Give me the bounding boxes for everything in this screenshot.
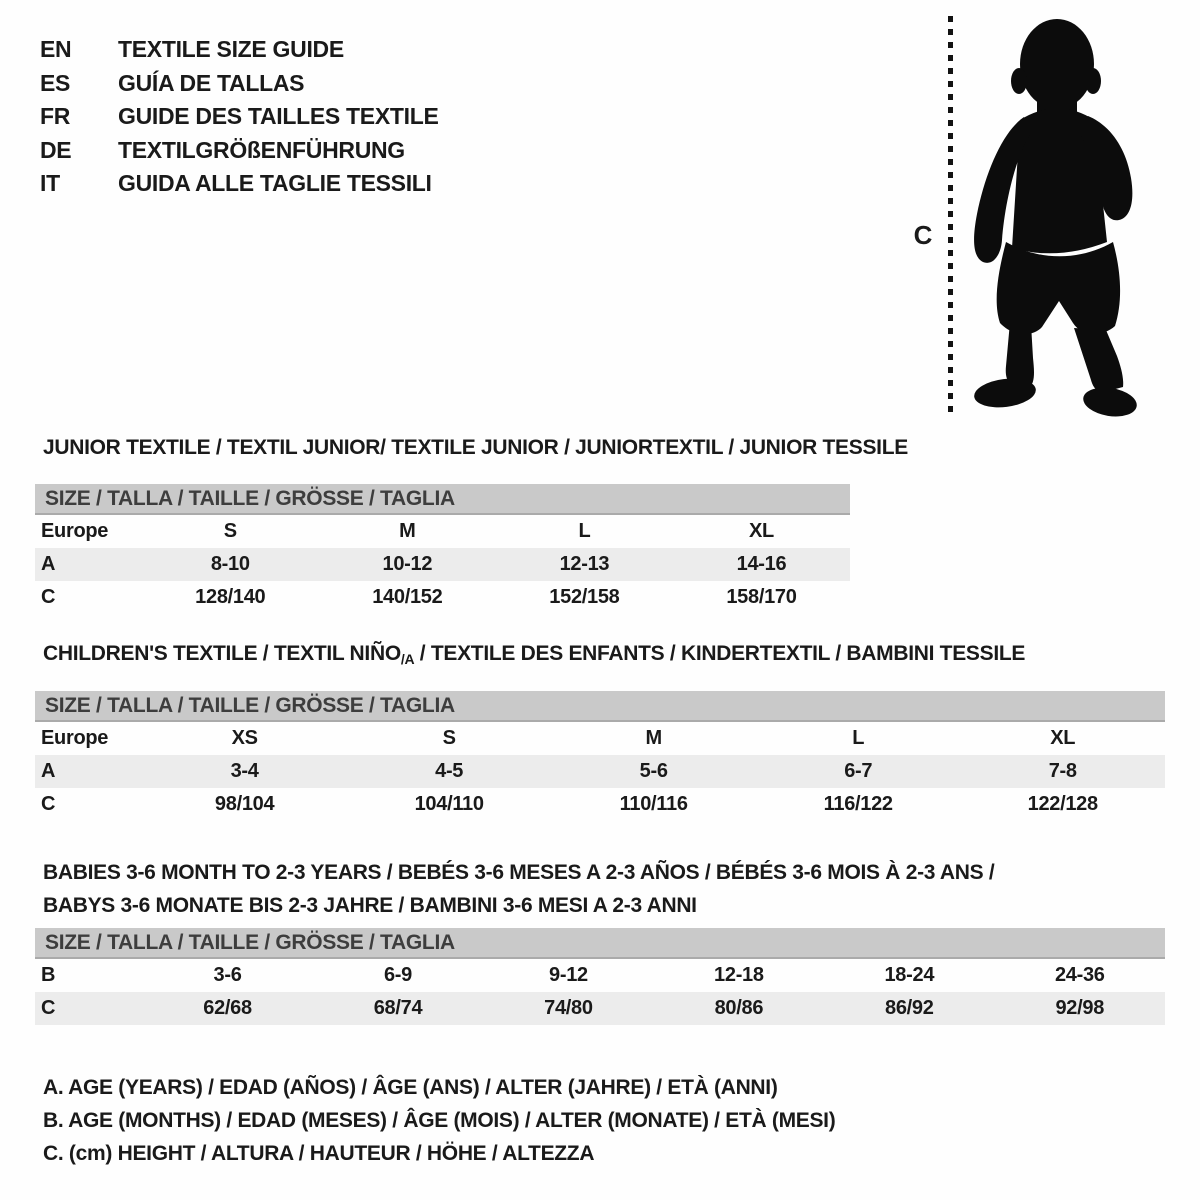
junior-size-table (35, 484, 850, 614)
table-row (35, 958, 1165, 992)
size-header-bar: SIZE / TALLA / TAILLE / GRÖSSE / TAGLIA (35, 928, 1165, 958)
table-row (35, 548, 850, 581)
cell: 110/116 (619, 793, 688, 815)
lang-title: GUÍA DE TALLAS (118, 69, 305, 96)
cell: XL (1050, 727, 1076, 749)
size-header-bar: SIZE / TALLA / TAILLE / GRÖSSE / TAGLIA (35, 484, 850, 514)
lang-code: IT (40, 170, 60, 197)
cell: XL (748, 520, 774, 542)
row-label: A (35, 755, 142, 788)
cell: 98/104 (214, 793, 275, 815)
babies-title-line1: BABIES 3-6 MONTH TO 2-3 YEARS / BEBÉS 3-6 MESES A 2-3 AÑOS / BÉBÉS 3-6 MOIS À 2-3 ANS / (43, 861, 995, 884)
row-label: Europe (41, 520, 109, 542)
cell: 18-24 (884, 964, 935, 986)
lang-title: TEXTILGRÖßENFÜHRUNG (118, 136, 405, 163)
table-row (35, 992, 1165, 1025)
cell: 14-16 (673, 548, 850, 581)
cell: 62/68 (142, 992, 312, 1025)
cell: 140/152 (372, 586, 443, 608)
row-label: C (41, 586, 56, 608)
toddler-silhouette-icon (960, 14, 1145, 420)
babies-size-table (35, 928, 1165, 1025)
cell: 12-18 (714, 964, 764, 986)
row-label: C (41, 793, 56, 815)
cell: 86/92 (824, 992, 994, 1025)
row-label: C (35, 992, 142, 1025)
cell: 3-6 (213, 964, 242, 986)
babies-title-line2: BABYS 3-6 MONATE BIS 2-3 JAHRE / BAMBINI 3-6 MESI A 2-3 ANNI (43, 894, 697, 917)
row-label: B (41, 964, 56, 986)
table-row (35, 755, 1165, 788)
cell: 6-7 (756, 755, 961, 788)
measure-label-c: C (913, 220, 933, 250)
table-row (35, 721, 1165, 755)
cell: 10-12 (319, 548, 496, 581)
children-title-pre: CHILDREN'S TEXTILE / TEXTIL NIÑO (43, 642, 401, 665)
children-title-post: / TEXTILE DES ENFANTS / KINDERTEXTIL / BAMBINI TESSILE (414, 642, 1026, 665)
cell: 4-5 (347, 755, 552, 788)
height-figure (0, 0, 1200, 430)
cell: 80/86 (654, 992, 824, 1025)
cell: 128/140 (195, 586, 266, 608)
cell: L (578, 520, 591, 542)
height-measure-dashed-line (948, 16, 953, 415)
children-section-title (43, 642, 1025, 667)
lang-title: GUIDA ALLE TAGLIE TESSILI (118, 170, 432, 197)
cell: M (645, 727, 662, 749)
cell: 7-8 (960, 755, 1165, 788)
cell: 104/110 (414, 793, 484, 815)
table-row (35, 581, 850, 614)
cell: 8-10 (142, 548, 319, 581)
cell: 116/122 (823, 793, 893, 815)
lang-code: EN (40, 36, 72, 63)
cell: 9-12 (549, 964, 588, 986)
row-label: Europe (41, 727, 109, 749)
cell: S (223, 520, 237, 542)
cell: 12-13 (496, 548, 673, 581)
junior-section-title: JUNIOR TEXTILE / TEXTIL JUNIOR/ TEXTILE JUNIOR / JUNIORTEXTIL / JUNIOR TESSILE (43, 436, 908, 459)
cell: M (399, 520, 416, 542)
lang-title: GUIDE DES TAILLES TEXTILE (118, 103, 439, 130)
table-row (35, 788, 1165, 821)
lang-code: DE (40, 136, 72, 163)
cell: 68/74 (313, 992, 483, 1025)
cell: XS (231, 727, 258, 749)
footnote-a: A. AGE (YEARS) / EDAD (AÑOS) / ÂGE (ANS) / ALTER (JAHRE) / ETÀ (ANNI) (43, 1076, 778, 1099)
lang-code: ES (40, 69, 71, 96)
cell: 6-9 (383, 964, 412, 986)
footnote-b: B. AGE (MONTHS) / EDAD (MESES) / ÂGE (MOIS) / ALTER (MONATE) / ETÀ (MESI) (43, 1109, 836, 1132)
cell: 24-36 (1054, 964, 1105, 986)
cell: 5-6 (551, 755, 756, 788)
babies-section-title (43, 856, 994, 922)
cell: 152/158 (549, 586, 620, 608)
children-size-table (35, 691, 1165, 821)
cell: S (442, 727, 456, 749)
table-row (35, 514, 850, 548)
cell: 158/170 (726, 586, 797, 608)
cell: L (852, 727, 865, 749)
lang-title: TEXTILE SIZE GUIDE (118, 36, 344, 63)
cell: 92/98 (995, 992, 1165, 1025)
lang-code: FR (40, 103, 71, 130)
row-label: A (35, 548, 142, 581)
cell: 74/80 (483, 992, 653, 1025)
footnotes (43, 1071, 835, 1170)
size-header-bar: SIZE / TALLA / TAILLE / GRÖSSE / TAGLIA (35, 691, 1165, 721)
cell: 3-4 (142, 755, 347, 788)
children-title-sub: /A (400, 651, 415, 667)
cell: 122/128 (1027, 793, 1098, 815)
footnote-c: C. (cm) HEIGHT / ALTURA / HAUTEUR / HÖHE / ALTEZZA (43, 1142, 595, 1165)
